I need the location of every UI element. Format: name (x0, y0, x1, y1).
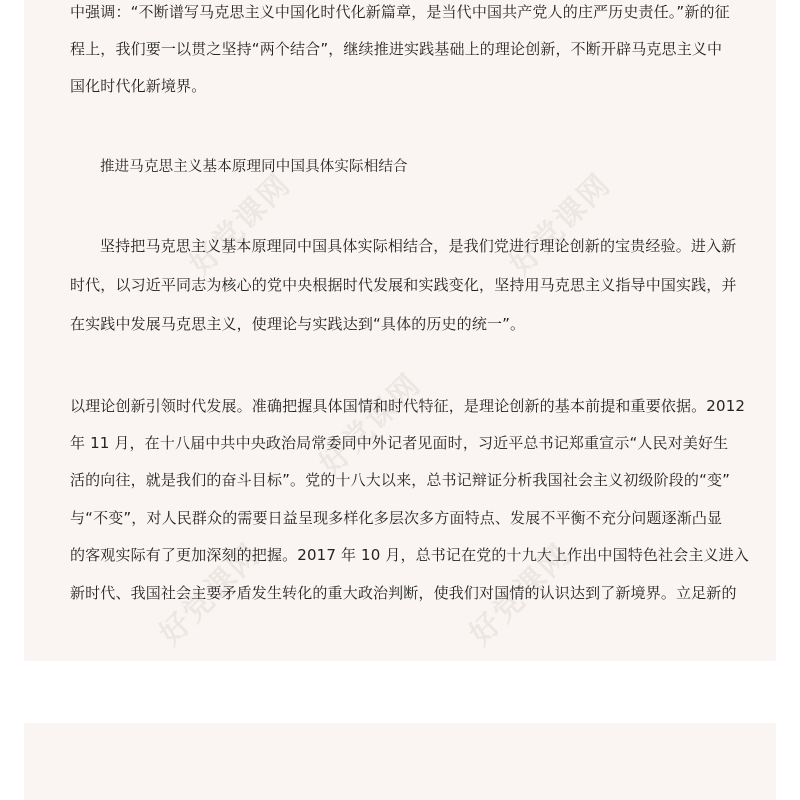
paragraph-line: 与“不变”，对人民群众的需要日益呈现多样化多层次多方面特点、发展不平衡不充分问题逐渐凸显 (70, 509, 723, 527)
article-content-panel (24, 0, 776, 661)
paragraph-line: 新时代、我国社会主要矛盾发生转化的重大政治判断，使我们对国情的认识达到了新境界。立足新的 (70, 584, 737, 602)
watermark: 好党课网 (312, 366, 429, 483)
section-heading: 推进马克思主义基本原理同中国具体实际相结合 (100, 159, 408, 175)
paragraph-line: 活的向往，就是我们的奋斗目标”。党的十八大以来，总书记辩证分析我国社会主义初级阶段的“变” (70, 471, 731, 489)
watermark: 好党课网 (462, 536, 579, 653)
paragraph-line: 国化时代化新境界。 (70, 77, 207, 95)
watermark: 好党课网 (152, 536, 269, 653)
paragraph-line: 坚持把马克思主义基本原理同中国具体实际相结合，是我们党进行理论创新的宝贵经验。进入新 (100, 237, 737, 255)
watermark: 好党课网 (182, 166, 299, 283)
paragraph-line: 程上，我们要一以贯之坚持“两个结合”，继续推进实践基础上的理论创新，不断开辟马克思主义中 (70, 40, 723, 58)
paragraph-line: 的客观实际有了更加深刻的把握。2017 年 10 月，总书记在党的十九大上作出中国特色社会主义进入 (70, 546, 749, 564)
next-content-panel (24, 723, 776, 800)
paragraph-line: 中强调：“不断谱写马克思主义中国化时代化新篇章，是当代中国共产党人的庄严历史责任。”新的征 (70, 3, 730, 21)
paragraph-line: 时代，以习近平同志为核心的党中央根据时代发展和实践变化，坚持用马克思主义指导中国实践，并 (70, 276, 737, 294)
paragraph-line: 在实践中发展马克思主义，使理论与实践达到“具体的历史的统一”。 (70, 315, 526, 333)
paragraph-line: 年 11 月，在十八届中共中央政治局常委同中外记者见面时，习近平总书记郑重宣示“人民对美好生 (70, 434, 729, 452)
watermark: 好党课网 (502, 166, 619, 283)
paragraph-line: 以理论创新引领时代发展。准确把握具体国情和时代特征，是理论创新的基本前提和重要依据。2012 (70, 397, 746, 415)
